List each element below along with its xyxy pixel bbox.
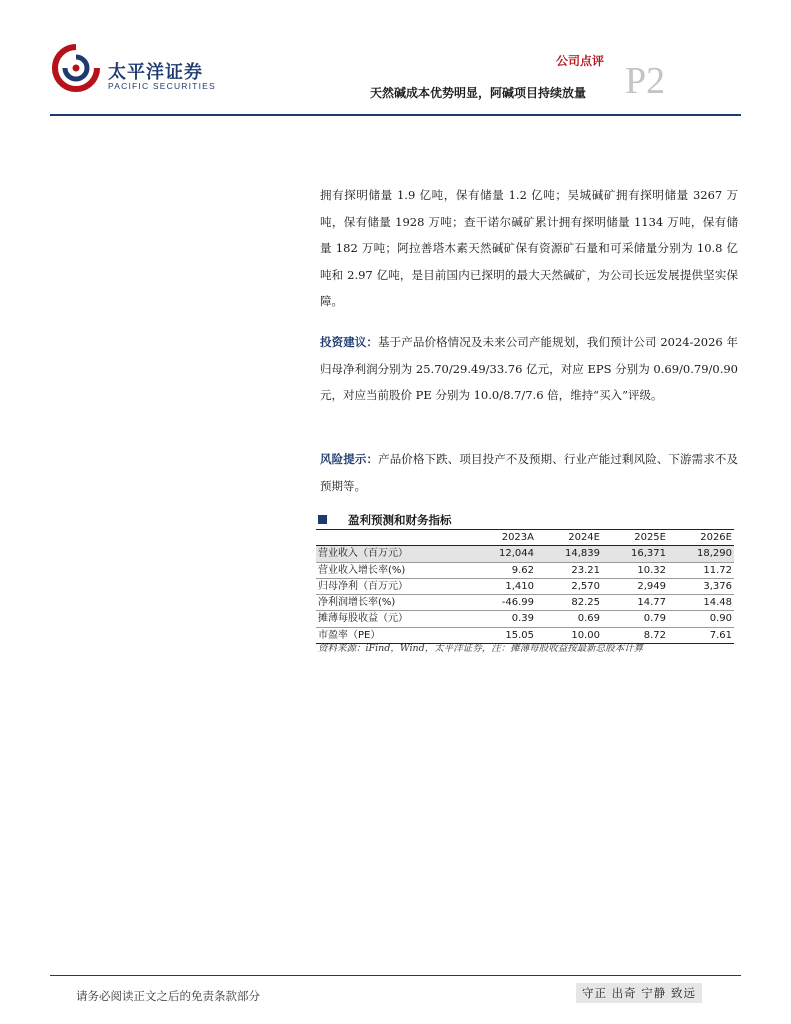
table-cell: 14,839 — [536, 546, 602, 562]
risk-label: 风险提示： — [320, 452, 379, 466]
table-header-cell: 2026E — [668, 530, 734, 546]
table-row — [316, 595, 734, 611]
table-cell: 8.72 — [602, 627, 668, 643]
table-cell: 营业收入（百万元） — [316, 546, 470, 562]
table-cell: 0.90 — [668, 611, 734, 627]
table-cell: 9.62 — [470, 562, 536, 578]
table-cell: 16,371 — [602, 546, 668, 562]
table-header-cell: 2025E — [602, 530, 668, 546]
table-cell: 2,570 — [536, 578, 602, 594]
table-cell: 18,290 — [668, 546, 734, 562]
reserves-paragraph: 拥有探明储量 1.9 亿吨，保有储量 1.2 亿吨；吴城碱矿拥有探明储量 3267 万吨，保有储量 1928 万吨；查干诺尔碱矿累计拥有探明储量 1134 万吨，保有储量 182 万吨；阿拉善塔木素天然碱矿保有资源矿石量和可采储量分别为 10.8 亿吨和 2.97 亿吨，是目前国内已探明的最大天然碱矿，为公司长远发展提供坚实保障。 — [320, 188, 738, 308]
table-cell: 市盈率（PE） — [316, 627, 470, 643]
report-headline: 天然碱成本优势明显，阿碱项目持续放量 — [370, 86, 587, 100]
header-divider — [50, 114, 741, 116]
table-cell: 营业收入增长率(%) — [316, 562, 470, 578]
table-cell: 14.48 — [668, 595, 734, 611]
table-cell: 归母净利（百万元） — [316, 578, 470, 594]
table-header-cell: 2024E — [536, 530, 602, 546]
table-cell: 0.79 — [602, 611, 668, 627]
table-cell: -46.99 — [470, 595, 536, 611]
table-cell: 3,376 — [668, 578, 734, 594]
financial-forecast-table — [316, 529, 734, 644]
table-cell: 82.25 — [536, 595, 602, 611]
investment-advice-paragraph — [320, 329, 738, 409]
company-logo-icon — [52, 44, 100, 92]
risk-paragraph — [320, 446, 738, 499]
table-header-row — [316, 530, 734, 546]
table-cell: 2,949 — [602, 578, 668, 594]
table-cell: 14.77 — [602, 595, 668, 611]
table-title: 盈利预测和财务指标 — [348, 513, 452, 527]
table-cell: 12,044 — [470, 546, 536, 562]
table-cell: 15.05 — [470, 627, 536, 643]
table-header-cell: 2023A — [470, 530, 536, 546]
footer-slogan: 守正 出奇 宁静 致远 — [576, 983, 702, 1003]
table-row — [316, 611, 734, 627]
table-row — [316, 578, 734, 594]
table-cell: 0.69 — [536, 611, 602, 627]
footer-disclaimer: 请务必阅读正文之后的免责条款部分 — [76, 989, 260, 1003]
table-cell: 净利润增长率(%) — [316, 595, 470, 611]
investment-advice-label: 投资建议： — [320, 335, 379, 349]
table-cell: 10.32 — [602, 562, 668, 578]
logo-company-name: 太平洋证券 — [108, 62, 203, 83]
table-row — [316, 562, 734, 578]
report-type: 公司点评 — [556, 54, 605, 68]
logo-company-name-en: PACIFIC SECURITIES — [108, 81, 216, 91]
table-cell: 1,410 — [470, 578, 536, 594]
table-row — [316, 546, 734, 562]
table-title-marker — [318, 515, 327, 524]
table-cell: 10.00 — [536, 627, 602, 643]
investment-advice-text: 基于产品价格情况及未来公司产能规划，我们预计公司 2024-2026 年归母净利润分别为 25.70/29.49/33.76 亿元，对应 EPS 分别为 0.69/0.79/0.90 元，对应当前股价 PE 分别为 10.0/8.7/7.6 倍，维持“买入”评级。 — [320, 335, 738, 402]
page-number: P2 — [625, 60, 666, 102]
table-header-cell — [316, 530, 470, 546]
table-cell: 23.21 — [536, 562, 602, 578]
table-cell: 11.72 — [668, 562, 734, 578]
table-cell: 7.61 — [668, 627, 734, 643]
table-cell: 0.39 — [470, 611, 536, 627]
table-source-note: 资料来源：iFind，Wind，太平洋证券，注：摊薄每股收益按最新总股本计算 — [318, 643, 644, 654]
risk-text: 产品价格下跌、项目投产不及预期、行业产能过剩风险、下游需求不及预期等。 — [320, 452, 739, 493]
footer-divider — [50, 975, 741, 976]
table-cell: 摊薄每股收益（元） — [316, 611, 470, 627]
